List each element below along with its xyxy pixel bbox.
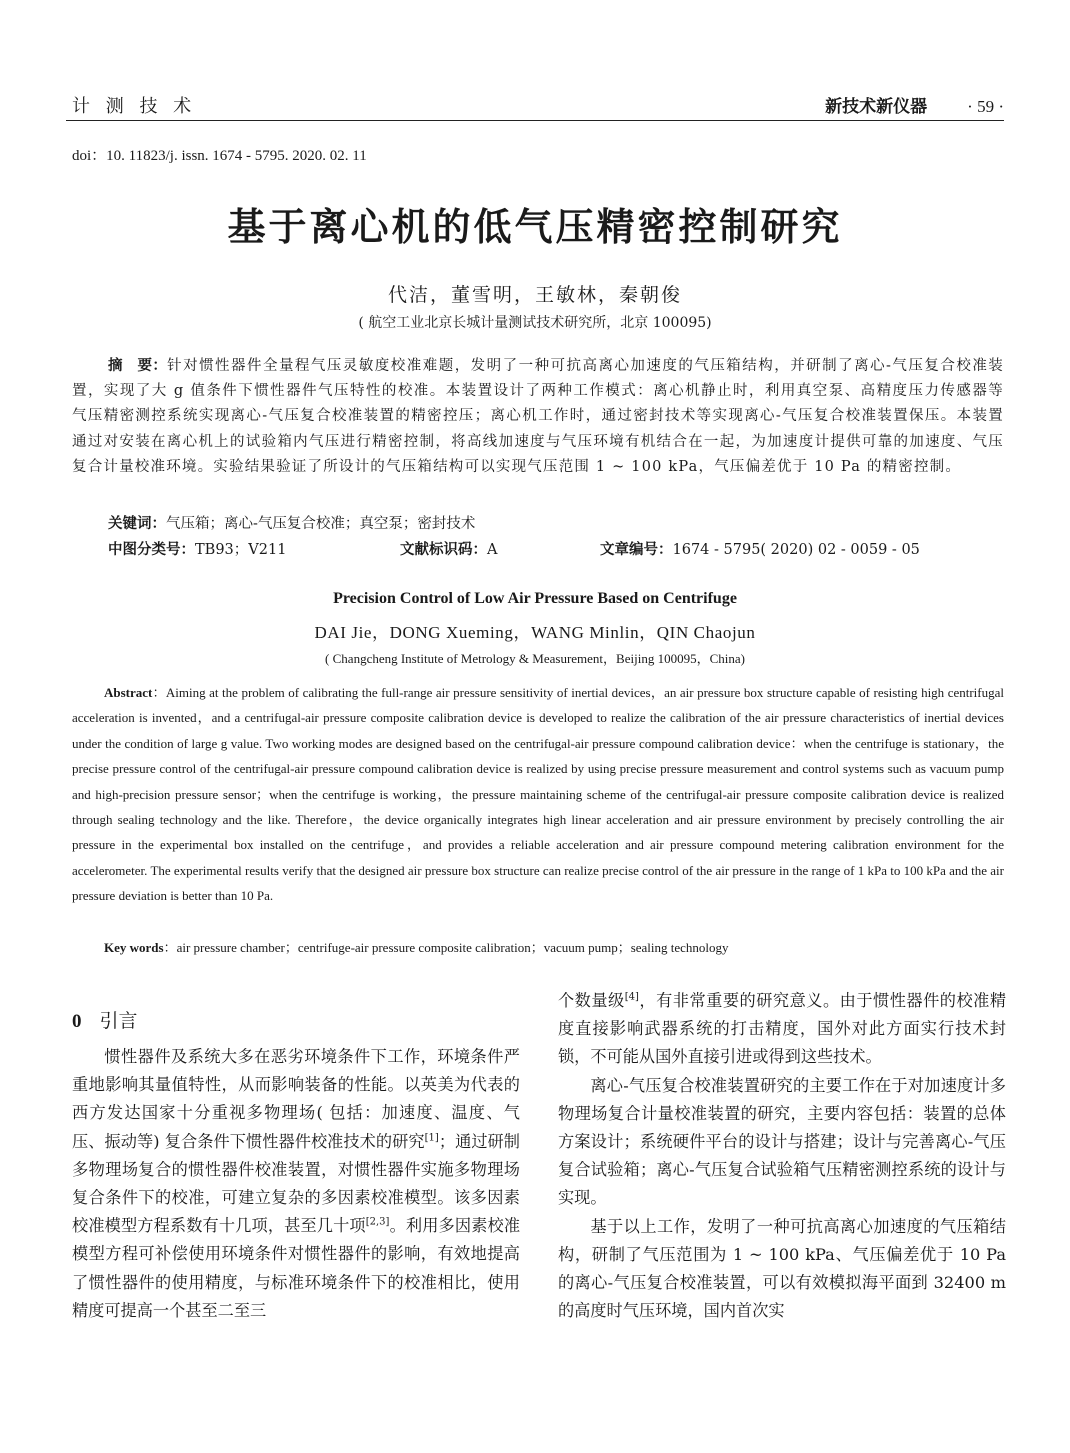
paragraph — [72, 1043, 520, 1325]
section-heading — [72, 1006, 138, 1033]
english-keywords-text: ：air pressure chamber；centrifuge-air pressure composite calibration；vacuum pump；sealing technology — [163, 940, 729, 955]
text-run: 惯性器件及系统大多在恶劣环境条件下工作，环境条件严重地影响其量值特性，从而影响装备的性能。以英美为代表的西方发达国家十分重视多物理场( 包括：加速度、温度、气压、振动等) 复合条件下惯性器件校准技术的研究 — [72, 1047, 520, 1151]
class-value: TB93；V211 — [195, 542, 287, 558]
citation: [1] — [424, 1132, 439, 1144]
paper-title: 基于离心机的低气压精密控制研究 — [227, 205, 843, 249]
text-run: ；通过研制多物理场复合的惯性器件校准装置，对惯性器件实施多物理场复合条件下的校准，可建立复杂的多因素校准模型。该多因素校准模型方程系数有十几项，甚至几十项 — [72, 1131, 520, 1236]
article-label: 文章编号： — [600, 542, 673, 558]
citation: [2,3] — [365, 1216, 390, 1228]
classification-row — [108, 538, 1004, 559]
affiliation: ( 航空工业北京长城计量测试技术研究所，北京 100095) — [358, 315, 712, 331]
section-name: 新技术新仪器 — [825, 97, 928, 117]
text-run: 。利用多因素校准模型方程可补偿使用环境条件对惯性器件的影响，有效地提高了惯性器件的使用精度，与标准环境条件下的校准相比，使用精度可提高一个甚至二至三 — [72, 1216, 521, 1320]
english-title: Precision Control of Low Air Pressure Based on Centrifuge — [333, 590, 737, 607]
english-abstract — [72, 680, 1004, 909]
english-abstract-label: Abstract — [104, 685, 153, 700]
keywords-label: 关键词： — [108, 516, 166, 532]
english-keywords — [104, 937, 729, 956]
authors: 代洁，董雪明，王敏林，秦朝俊 — [387, 284, 682, 306]
page-number: · 59 · — [967, 97, 1004, 116]
english-abstract-text: ：Aiming at the problem of calibrating the full-range air pressure sensitivity of inertial devices，an air pressure box structure capable of resisting high centrifugal acceleration is invented，and a centrifugal-air pressure composite calibration device is developed to realize the calibration of the air pressure characteristics of inertial devices under the condition of large g value. Two working modes are designed based on the centrifugal-air pressure compound calibration device：when the centrifuge is stationary，the precise pressure control of the centrifugal-air pressure compound calibration device is realized by using precise pressure measurement and control systems such as vacuum pump and high-precision pressure sensor；when the centrifuge is working，the pressure maintaining scheme of the centrifugal-air pressure composite calibration device is realized through sealing technology and the like. Therefore，the device organically integrates high linear acceleration and air pressure environment by precisely controlling the air pressure in the experimental box installed on the centrifuge，and provides a reliable acceleration and air pressure compound metering calibration environment for the accelerometer. The experimental results verify that the designed air pressure box structure can realize precise control of the air pressure in the range of 1 kPa to 100 kPa and the air pressure deviation is better than 10 Pa. — [72, 685, 1004, 904]
citation: [4] — [624, 991, 639, 1003]
abstract-label: 摘 要： — [108, 358, 168, 374]
body-column-right — [558, 987, 1006, 1325]
doc-code — [400, 538, 497, 559]
chinese-keywords — [108, 512, 475, 533]
section-number: 0 — [72, 1011, 82, 1032]
section-header — [825, 92, 1004, 117]
doi: doi：10. 11823/j. issn. 1674 - 5795. 2020. 02. 11 — [72, 148, 367, 164]
chinese-abstract — [72, 354, 1004, 480]
abstract-text: 针对惯性器件全量程气压灵敏度校准难题，发明了一种可抗高离心加速度的气压箱结构，并研制了离心-气压复合校准装置，实现了大 g 值条件下惯性器件气压特性的校准。本装置设计了两种工作模式：离心机静止时，利用真空泵、高精度压力传感器等气压精密测控系统实现离心-气压复合校准装置的精密控压；离心机工作时，通过密封技术等实现离心-气压复合校准装置保压。本装置通过对安装在离心机上的试验箱内气压进行精密控制，将高线加速度与气压环境有机结合在一起，为加速度计提供可靠的加速度、气压复合计量校准环境。实验结果验证了所设计的气压箱结构可以实现气压范围 1 ~ 100 kPa，气压偏差优于 10 Pa 的精密控制。 — [72, 358, 1004, 475]
paragraph: 基于以上工作，发明了一种可抗高离心加速度的气压箱结构，研制了气压范围为 1 ~ 100 kPa、气压偏差优于 10 Pa 的离心-气压复合校准装置，可以有效模拟海平面到 32400 m 的高度时气压环境，国内首次实 — [558, 1216, 1006, 1321]
article-number — [600, 538, 920, 559]
class-label: 中图分类号： — [108, 542, 195, 558]
doc-label: 文献标识码： — [400, 542, 487, 558]
body-column-left — [72, 1043, 520, 1325]
paragraph — [558, 987, 1006, 1072]
english-affiliation: ( Changcheng Institute of Metrology & Measurement，Beijing 100095，China) — [325, 651, 745, 666]
keywords-text: 气压箱；离心-气压复合校准；真空泵；密封技术 — [166, 516, 476, 532]
header-divider — [66, 120, 1004, 121]
text-run: 个数量级 — [558, 991, 625, 1010]
paragraph: 离心-气压复合校准装置研究的主要工作在于对加速度计多物理场复合计量校准装置的研究，主要内容包括：装置的总体方案设计；系统硬件平台的设计与搭建；设计与完善离心-气压复合试验箱；离心-气压复合试验箱气压精密测控系统的设计与实现。 — [558, 1075, 1006, 1208]
english-keywords-label: Key words — [104, 940, 164, 955]
english-authors: DAI Jie，DONG Xueming，WANG Minlin，QIN Chaojun — [314, 623, 756, 642]
section-title: 引言 — [99, 1010, 138, 1032]
text-run: ，有非常重要的研究意义。由于惯性器件的校准精度直接影响武器系统的打击精度，国外对此方面实行技术封锁，不可能从国外直接引进或得到这些技术。 — [558, 991, 1007, 1067]
doc-value: A — [487, 542, 498, 558]
journal-name: 计 测 技 术 — [72, 96, 197, 117]
article-value: 1674 - 5795( 2020) 02 - 0059 - 05 — [672, 542, 920, 558]
